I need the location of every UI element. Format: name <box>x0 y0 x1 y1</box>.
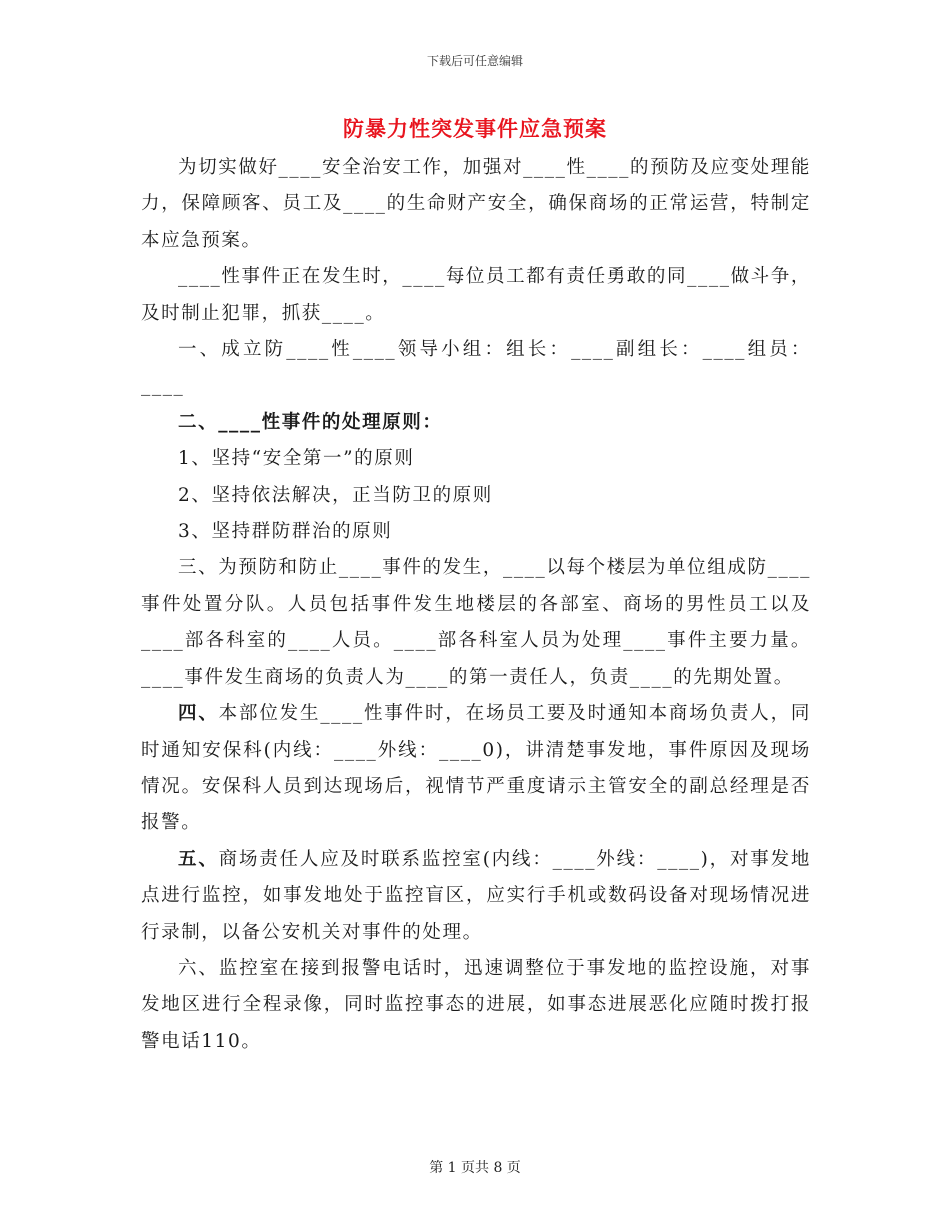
paragraph-section-5 <box>141 842 811 951</box>
principle-item-1: 1、坚持“安全第一”的原则 <box>178 448 415 470</box>
section-4-text: 本部位发生____性事件时，在场员工要及时通知本商场负责人，同时通知安保科(内线：____外线：____0)，讲清楚事发地，事件原因及现场情况。安保科人员到达现场后，视情节严重度请示主管安全的副总经理是否报警。 <box>141 703 812 834</box>
principle-item-2: 2、坚持依法解决，正当防卫的原则 <box>178 484 493 506</box>
principle-item-3: 3、坚持群防群治的原则 <box>178 521 393 543</box>
paragraph-section-1: 一、成立防____性____领导小组：组长：____副组长：____组员：____ <box>141 339 811 397</box>
section-5-text: 商场责任人应及时联系监控室(内线：____外线：____)，对事发地点进行监控，如事发地处于监控盲区，应实行手机或数码设备对现场情况进行录制，以备公安机关对事件的处理。 <box>141 848 812 943</box>
document-body <box>141 150 811 1060</box>
paragraph-section-4 <box>141 696 811 842</box>
section-4-label: 四、 <box>178 703 219 725</box>
paragraph-section-6: 六、监控室在接到报警电话时，迅速调整位于事发地的监控设施，对事发地区进行全程录像，同时监控事态的进展，如事态进展恶化应随时拨打报警电话110。 <box>141 957 811 1052</box>
header-note: 下载后可任意编辑 <box>426 54 523 68</box>
section-5-label: 五、 <box>178 848 219 870</box>
document-title: 防暴力性突发事件应急预案 <box>343 116 607 141</box>
paragraph-section-2-heading: 二、____性事件的处理原则： <box>178 411 443 433</box>
paragraph-duty: ____性事件正在发生时，____每位员工都有责任勇敢的同____做斗争，及时制止犯罪，抓获____。 <box>141 266 811 324</box>
paragraph-intro: 为切实做好____安全治安工作，加强对____性____的预防及应变处理能力，保障顾客、员工及____的生命财产安全，确保商场的正常运营，特制定本应急预案。 <box>141 157 811 251</box>
paragraph-section-3: 三、为预防和防止____事件的发生，____以每个楼层为单位组成防____事件处置分队。人员包括事件发生地楼层的各部室、商场的男性员工以及____部各科室的____人员。____部各科室人员为处理____事件主要力量。____事件发生商场的负责人为____的第一责任人，负责____的先期处置。 <box>141 557 811 688</box>
page-footer: 第 1 页共 8 页 <box>429 1160 521 1176</box>
